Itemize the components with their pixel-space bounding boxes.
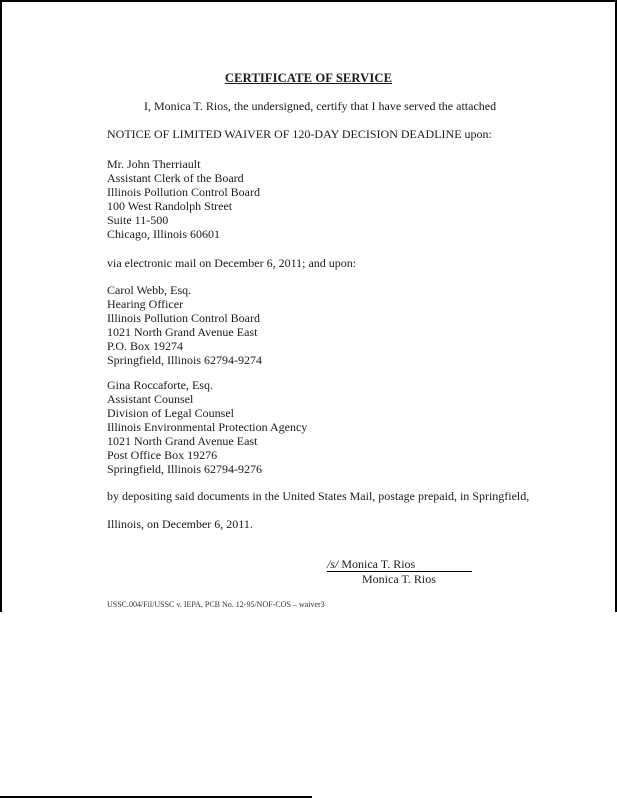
address-line: Post Office Box 19276 — [107, 448, 218, 462]
address-line: Assistant Clerk of the Board — [107, 171, 244, 185]
deposit-text-line-1: by depositing said documents in the United States Mail, postage prepaid, in Springfield, — [107, 489, 530, 503]
address-line: Springfield, Illinois 62794-9276 — [107, 462, 262, 476]
page-border-left — [0, 0, 2, 612]
address-line: Mr. John Therriault — [107, 157, 201, 171]
address-line: Assistant Counsel — [107, 392, 194, 406]
page-border-bottom — [0, 796, 312, 798]
address-line: Illinois Pollution Control Board — [107, 185, 261, 199]
page-border-top — [0, 0, 617, 2]
address-line: 1021 North Grand Avenue East — [107, 434, 258, 448]
address-line: Illinois Pollution Control Board — [107, 311, 261, 325]
signature-prefix: /s/ — [327, 557, 339, 571]
address-line: Suite 11-500 — [107, 213, 169, 227]
via-text: via electronic mail on December 6, 2011; and upon: — [107, 256, 357, 270]
address-line: 100 West Randolph Street — [107, 199, 233, 213]
address-line: Hearing Officer — [107, 297, 184, 311]
document-footer: USSC.004/Fil/USSC v. IEPA, PCB No. 12-95/NOF-COS – waiver3 — [107, 600, 325, 609]
signature-line — [327, 557, 415, 572]
recipient-address-2 — [107, 283, 262, 367]
address-line: P.O. Box 19274 — [107, 339, 184, 353]
address-line: Springfield, Illinois 62794-9274 — [107, 353, 262, 367]
document-title: CERTIFICATE OF SERVICE — [224, 71, 393, 85]
address-line: Chicago, Illinois 60601 — [107, 227, 220, 241]
address-line: Illinois Environmental Protection Agency — [107, 420, 308, 434]
address-line: 1021 North Grand Avenue East — [107, 325, 258, 339]
address-line: Carol Webb, Esq. — [107, 283, 192, 297]
intro-text: I, Monica T. Rios, the undersigned, certify that I have served the attached — [144, 99, 497, 113]
signature-name: Monica T. Rios — [338, 557, 416, 571]
printed-name: Monica T. Rios — [362, 572, 436, 586]
deposit-text-line-2: Illinois, on December 6, 2011. — [107, 517, 253, 531]
address-line: Gina Roccaforte, Esq. — [107, 378, 213, 392]
recipient-address-1 — [107, 157, 260, 241]
recipient-address-3 — [107, 378, 307, 476]
notice-text: NOTICE OF LIMITED WAIVER OF 120-DAY DECISION DEADLINE upon: — [107, 127, 492, 141]
address-line: Division of Legal Counsel — [107, 406, 234, 420]
